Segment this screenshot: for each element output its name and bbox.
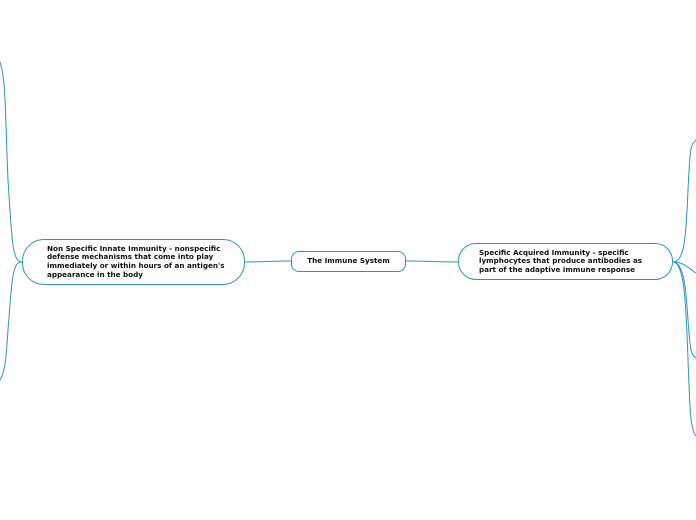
topic-label: Specific Acquired Immunity - specific lymphocytes that produce antibodies as part of the adaptive immune response	[479, 247, 643, 274]
topic-label: Non Specific Innate Immunity - nonspecific defense mechanisms that come into play immediately or within hours of an antigen's appearance in the body	[47, 243, 225, 279]
connector-root-right	[406, 261, 458, 262]
topic-specific-acquired-immunity[interactable]	[458, 243, 673, 280]
connector-right-child-3	[673, 262, 696, 358]
central-topic-label: The Immune System	[307, 256, 390, 266]
connector-left-child-2	[0, 262, 22, 380]
connector-left-child-1	[0, 62, 22, 262]
connector-root-left	[245, 261, 291, 262]
central-topic-immune-system[interactable]	[291, 251, 406, 272]
topic-non-specific-innate-immunity[interactable]	[22, 239, 245, 285]
connector-right-child-4	[673, 262, 696, 436]
connector-right-child-1	[673, 140, 696, 262]
